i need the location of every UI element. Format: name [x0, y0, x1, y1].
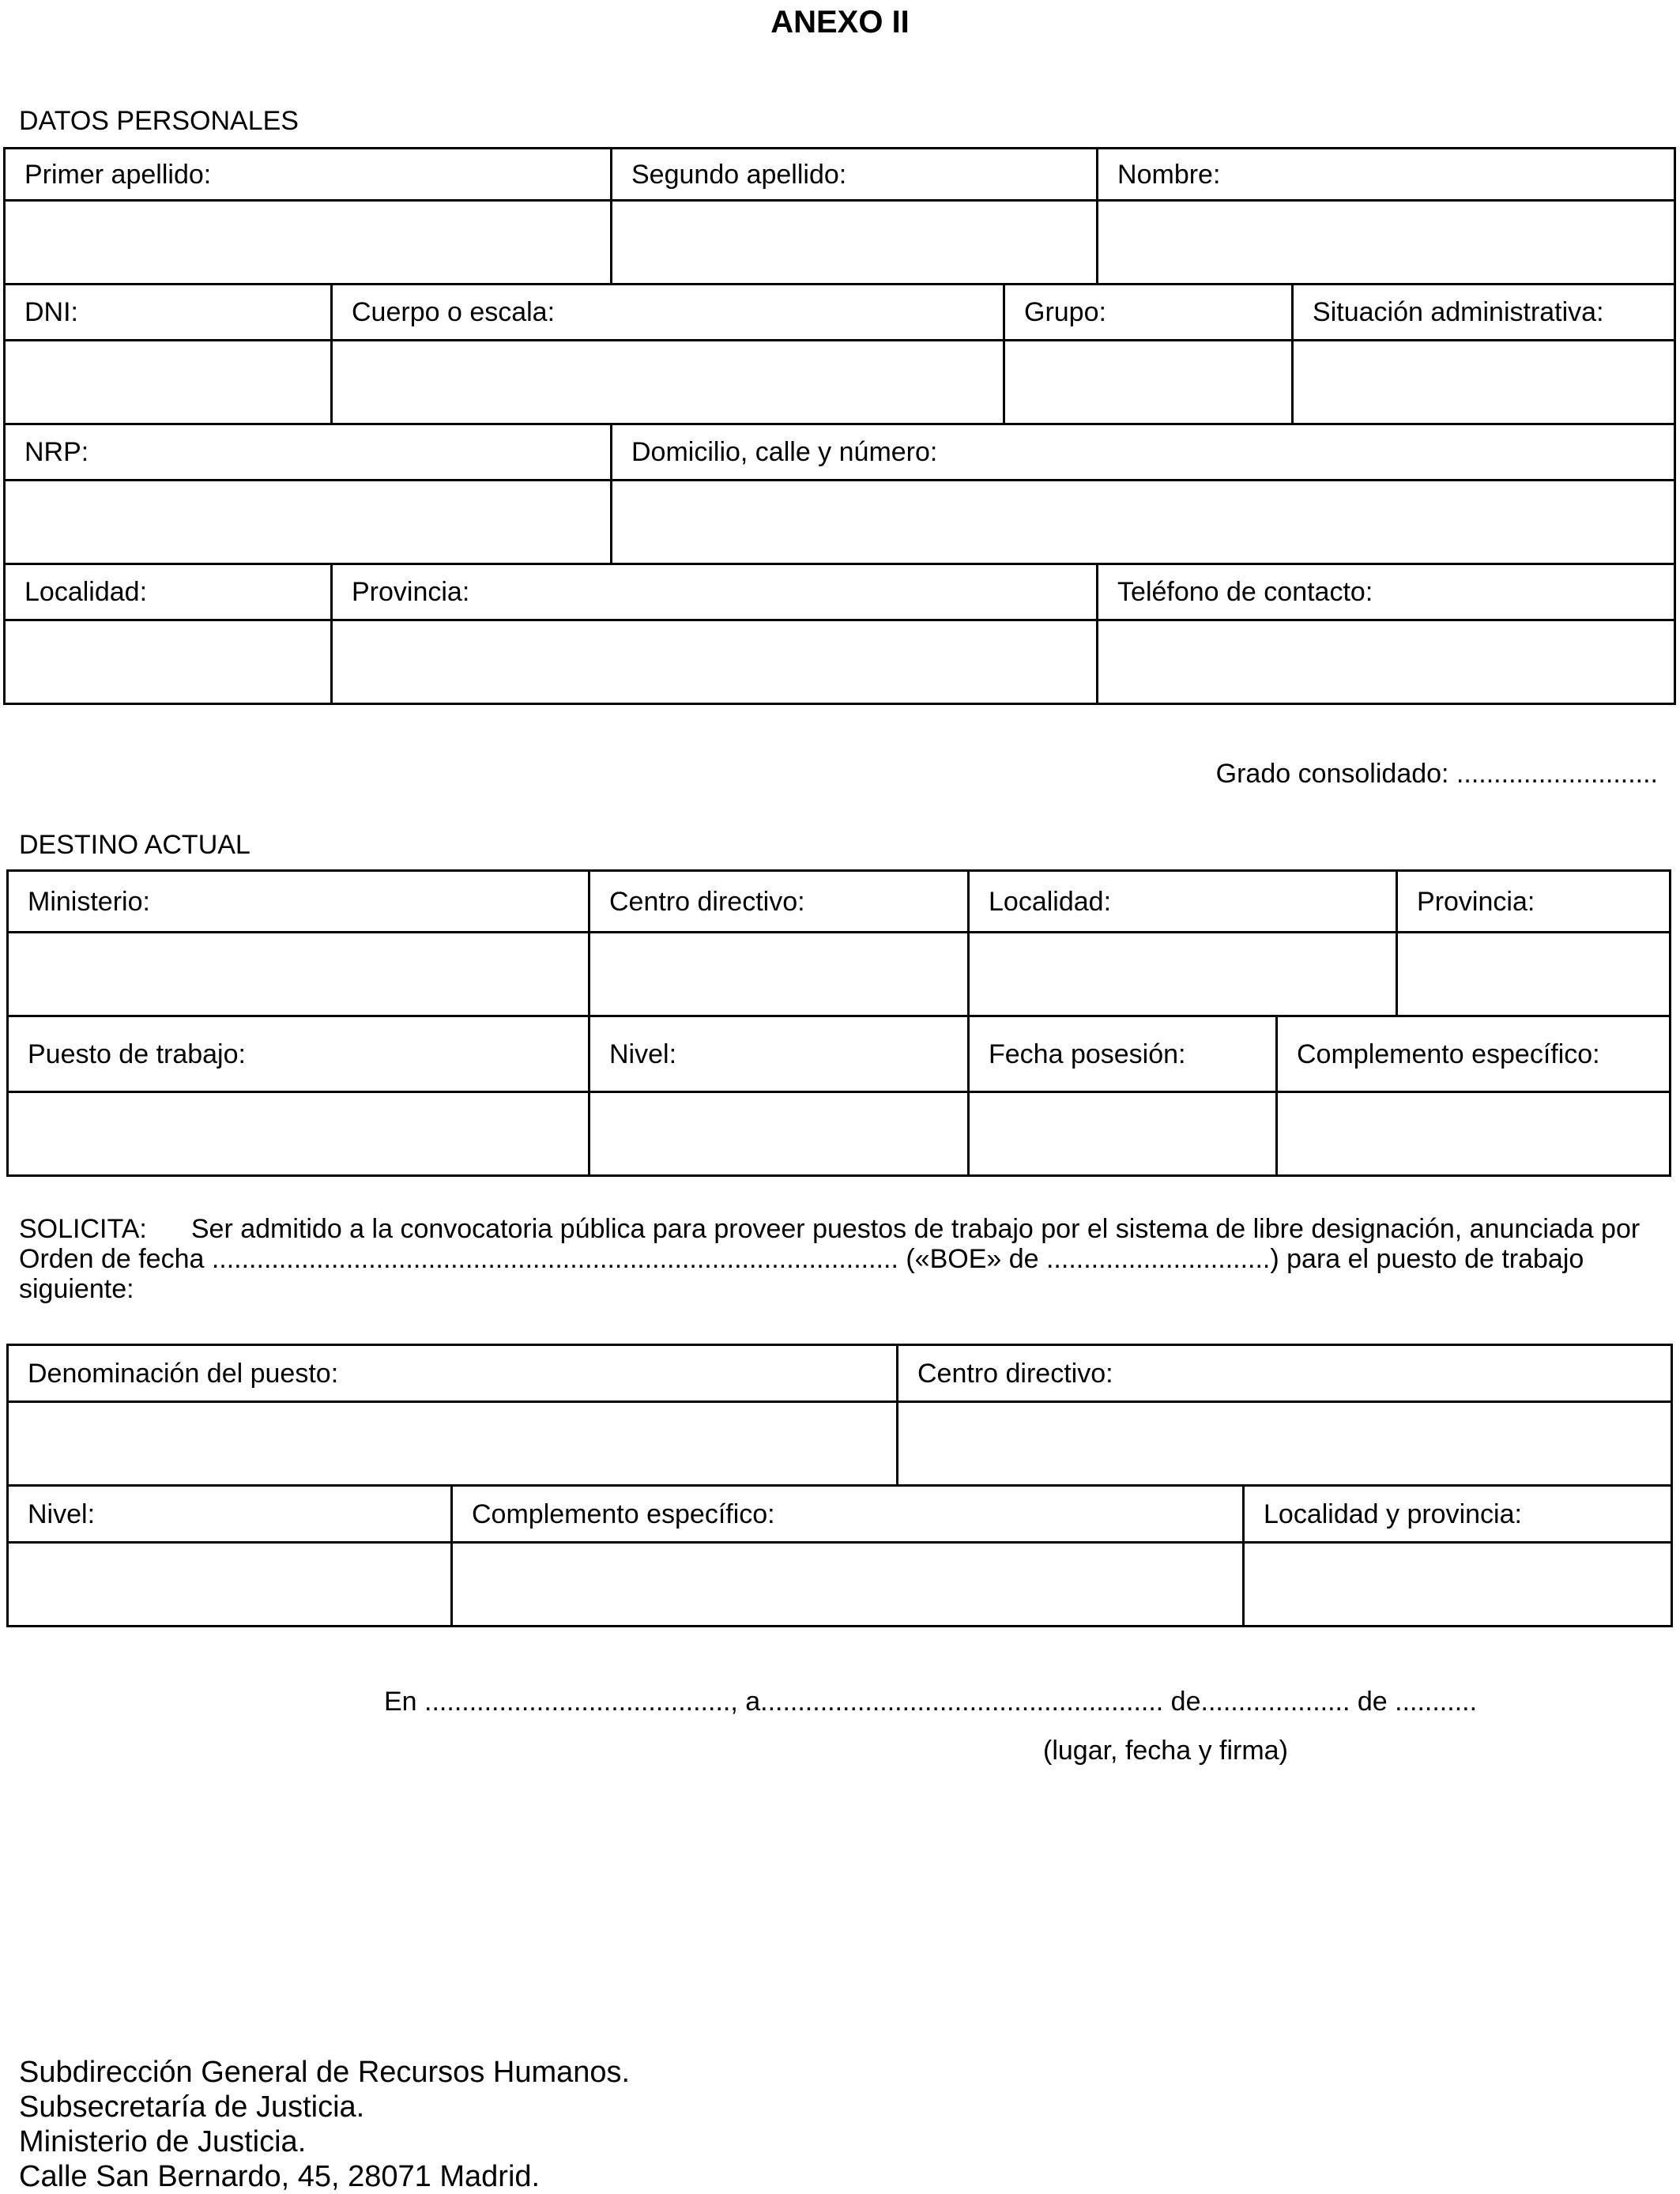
destino-nivel-label: Nivel:: [590, 1016, 969, 1092]
destino-complemento-label: Complemento específico:: [1277, 1016, 1671, 1092]
solicita-label: SOLICITA:: [19, 1214, 147, 1244]
puesto-centro-field[interactable]: [898, 1402, 1672, 1486]
fecha-posesion-label: Fecha posesión:: [969, 1016, 1277, 1092]
centro-directivo-field[interactable]: [590, 933, 969, 1016]
address-line: Ministerio de Justicia.: [19, 2125, 307, 2158]
localidad-field[interactable]: [5, 620, 332, 704]
provincia-field[interactable]: [332, 620, 1098, 704]
fecha-posesion-field[interactable]: [969, 1092, 1277, 1176]
address-line: Subsecretaría de Justicia.: [19, 2090, 365, 2124]
signature-caption: (lugar, fecha y firma): [1043, 1736, 1288, 1766]
dni-field[interactable]: [5, 341, 332, 424]
telefono-label: Teléfono de contacto:: [1098, 564, 1675, 620]
current-post-heading: DESTINO ACTUAL: [19, 830, 250, 860]
primer-apellido-field[interactable]: [5, 201, 612, 285]
localidad-provincia-field[interactable]: [1244, 1543, 1672, 1627]
grado-consolidado: Grado consolidado: ...........................: [1215, 759, 1658, 789]
ministerio-label: Ministerio:: [8, 871, 590, 933]
nombre-label: Nombre:: [1098, 149, 1675, 201]
nrp-label: NRP:: [5, 424, 612, 481]
puesto-nivel-field[interactable]: [8, 1543, 452, 1627]
primer-apellido-label: Primer apellido:: [5, 149, 612, 201]
address-line: Subdirección General de Recursos Humanos.: [19, 2056, 631, 2089]
cuerpo-label: Cuerpo o escala:: [332, 285, 1004, 341]
nrp-field[interactable]: [5, 481, 612, 564]
personal-data-heading: DATOS PERSONALES: [19, 106, 299, 136]
destino-localidad-label: Localidad:: [969, 871, 1397, 933]
nombre-field[interactable]: [1098, 201, 1675, 285]
current-post-table: [6, 869, 1671, 1177]
destino-nivel-field[interactable]: [590, 1092, 969, 1176]
puesto-complemento-field[interactable]: [452, 1543, 1244, 1627]
destino-provincia-label: Provincia:: [1397, 871, 1671, 933]
grupo-field[interactable]: [1004, 341, 1293, 424]
puesto-centro-label: Centro directivo:: [898, 1345, 1672, 1402]
destino-localidad-field[interactable]: [969, 933, 1397, 1016]
denominacion-label: Denominación del puesto:: [8, 1345, 898, 1402]
puesto-trabajo-field[interactable]: [8, 1092, 590, 1176]
grupo-label: Grupo:: [1004, 285, 1293, 341]
personal-data-table: [3, 147, 1676, 705]
requested-post-table: [6, 1344, 1673, 1627]
puesto-complemento-label: Complemento específico:: [452, 1486, 1244, 1543]
localidad-provincia-label: Localidad y provincia:: [1244, 1486, 1672, 1543]
situacion-label: Situación administrativa:: [1293, 285, 1675, 341]
puesto-nivel-label: Nivel:: [8, 1486, 452, 1543]
dni-label: DNI:: [5, 285, 332, 341]
denominacion-field[interactable]: [8, 1402, 898, 1486]
puesto-trabajo-label: Puesto de trabajo:: [8, 1016, 590, 1092]
document-title: ANEXO II: [770, 5, 910, 40]
segundo-apellido-field[interactable]: [612, 201, 1098, 285]
signature-line: En ........................................., a...................................................... de.................... de ...........: [384, 1687, 1478, 1717]
ministerio-field[interactable]: [8, 933, 590, 1016]
domicilio-label: Domicilio, calle y número:: [612, 424, 1675, 481]
segundo-apellido-label: Segundo apellido:: [612, 149, 1098, 201]
solicita-text: Ser admitido a la convocatoria pública para proveer puestos de trabajo por el sistema de libre designación, anunciada por Orden de fecha ............................................................................................ («BOE» de ..............................) para el puesto de trabajo siguiente:: [19, 1214, 1640, 1304]
destino-provincia-field[interactable]: [1397, 933, 1671, 1016]
domicilio-field[interactable]: [612, 481, 1675, 564]
situacion-field[interactable]: [1293, 341, 1675, 424]
address-block: [19, 2055, 630, 2194]
localidad-label: Localidad:: [5, 564, 332, 620]
cuerpo-field[interactable]: [332, 341, 1004, 424]
address-line: Calle San Bernardo, 45, 28071 Madrid.: [19, 2160, 541, 2193]
telefono-field[interactable]: [1098, 620, 1675, 704]
provincia-label: Provincia:: [332, 564, 1098, 620]
destino-complemento-field[interactable]: [1277, 1092, 1671, 1176]
request-paragraph: [19, 1214, 1663, 1304]
centro-directivo-label: Centro directivo:: [590, 871, 969, 933]
